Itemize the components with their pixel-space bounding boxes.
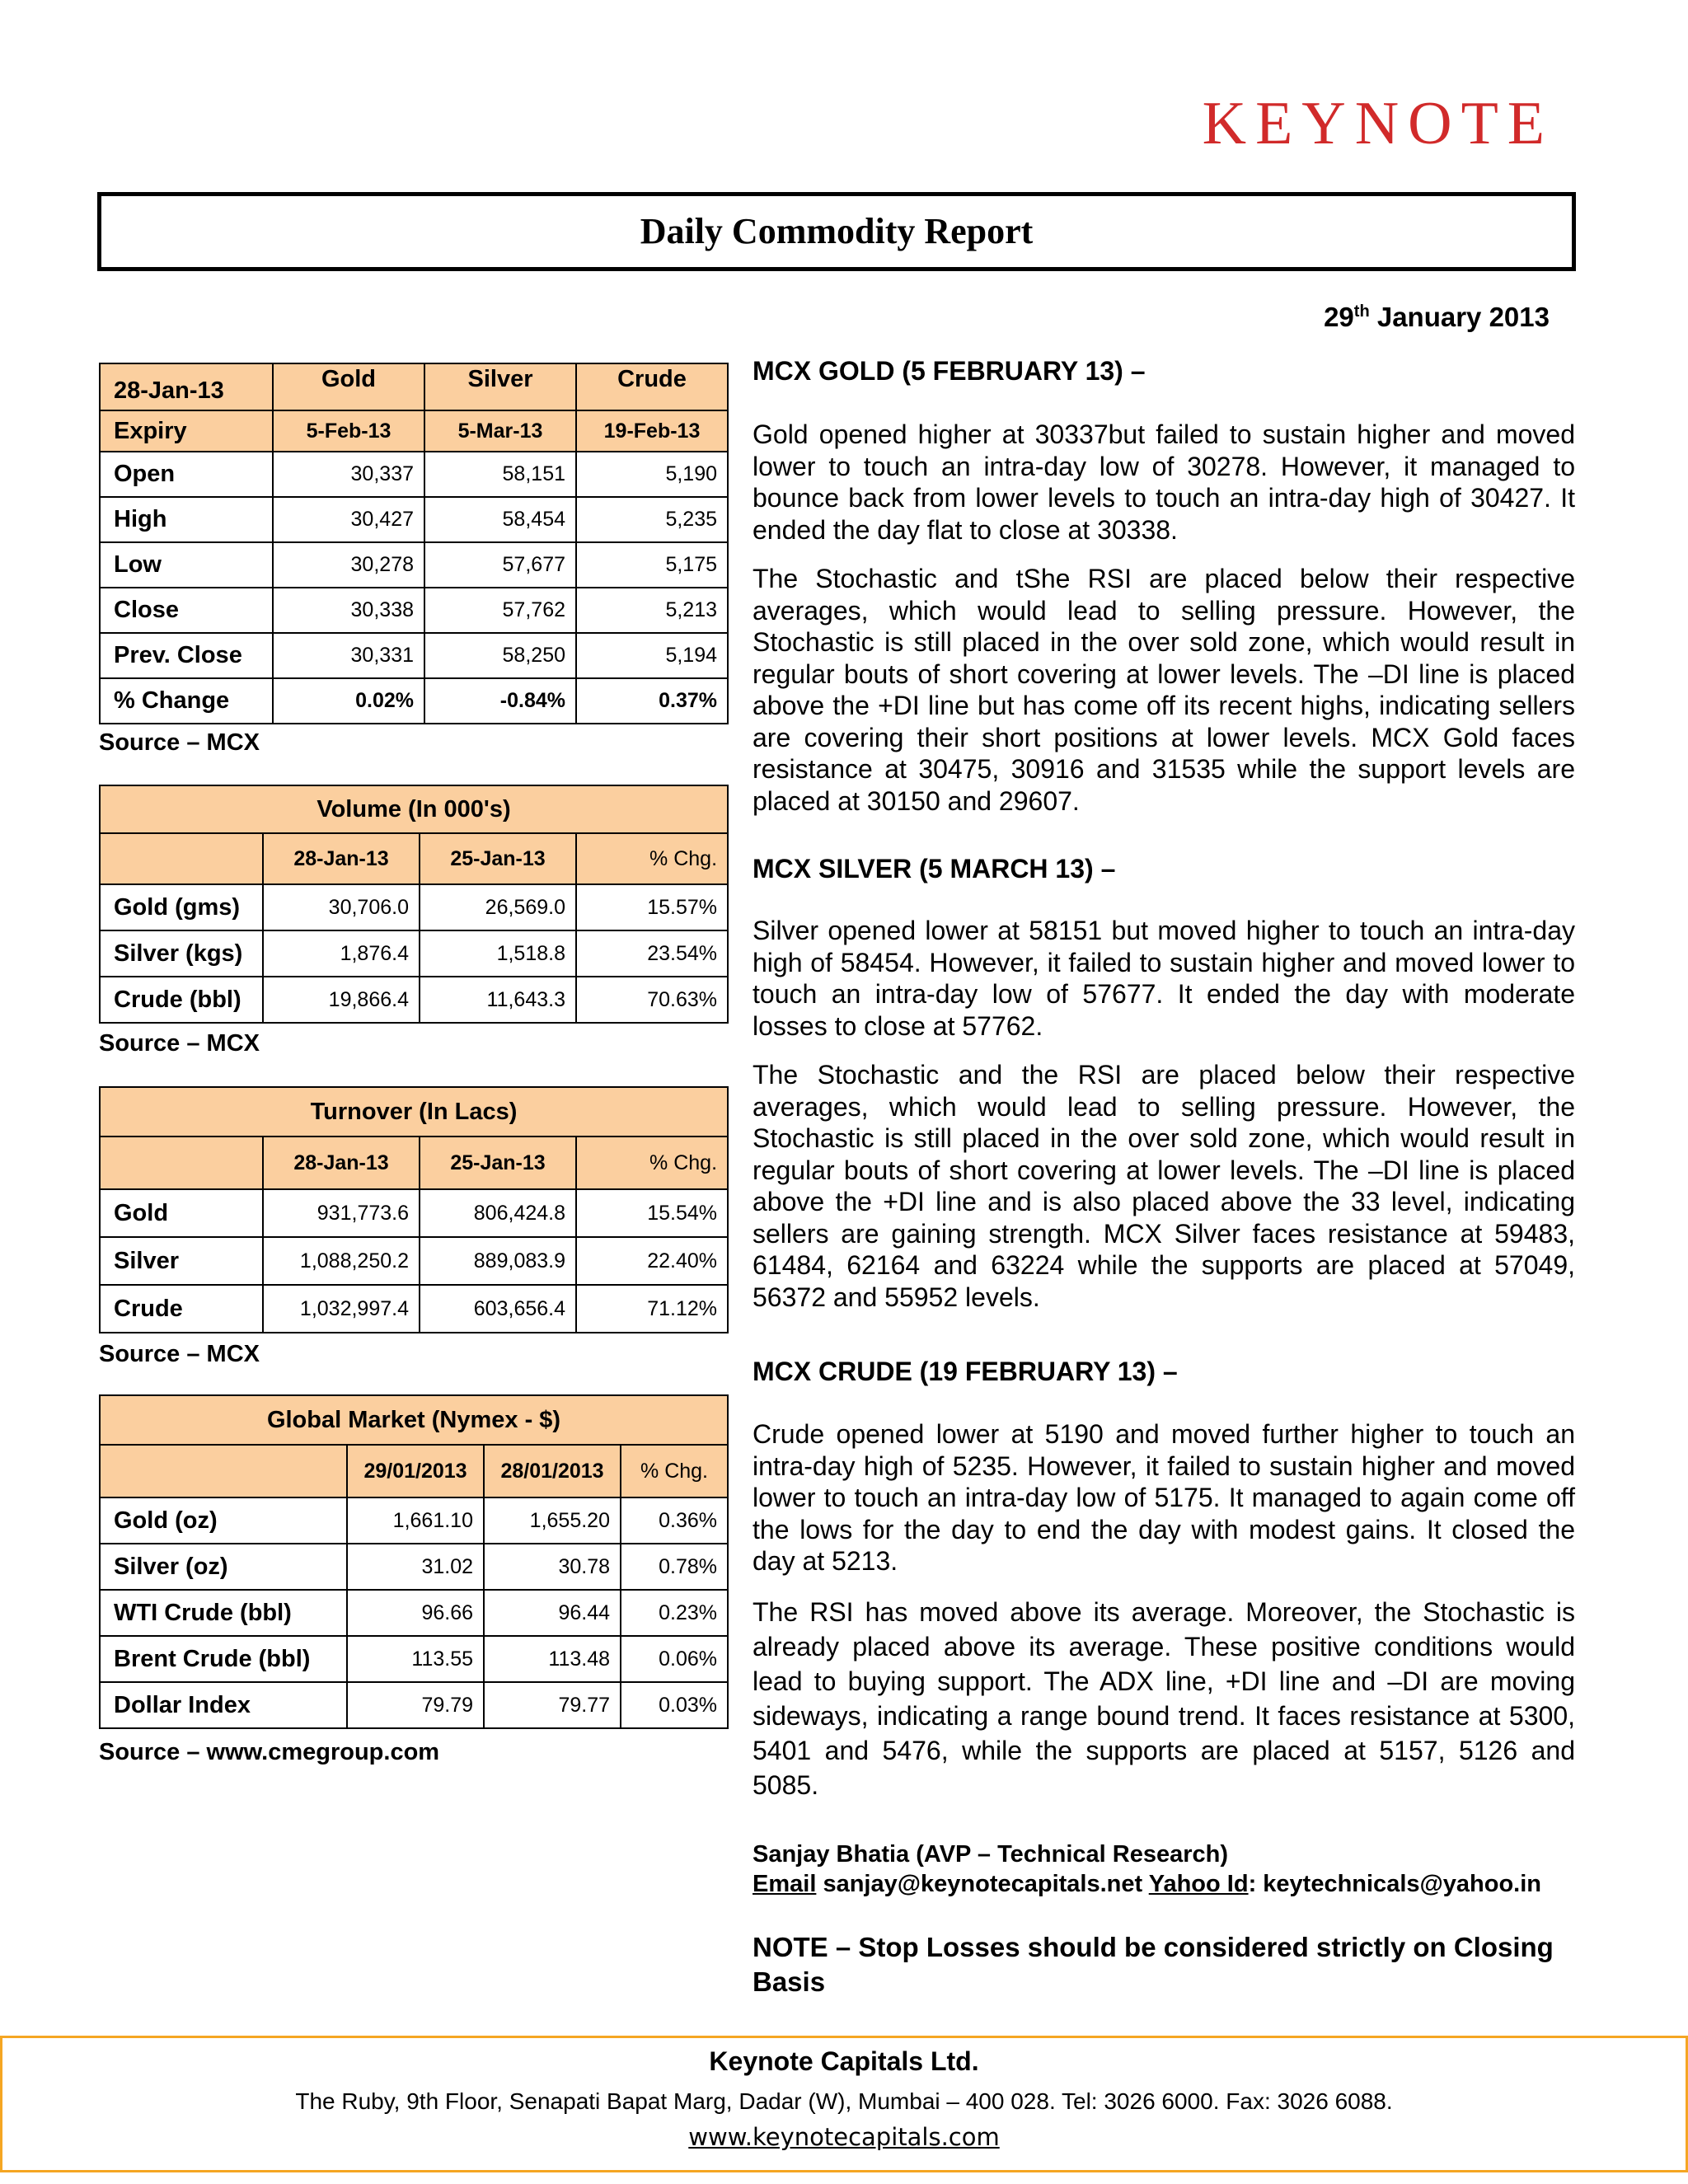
col-change: % Chg.: [576, 833, 728, 884]
cell: 0.36%: [621, 1497, 728, 1544]
table-row: [100, 497, 728, 542]
cell: 22.40%: [576, 1237, 728, 1285]
cell: 30,278: [273, 542, 424, 588]
gold-paragraph-1: Gold opened higher at 30337but failed to sustain higher and moved lower to touch an intra-day low of 30278. However, it managed to bounce back from lower levels to touch an intra-day high of 30427. It ended the day flat to close at 30338.: [753, 419, 1575, 545]
stop-loss-note: NOTE – Stop Losses should be considered strictly on Closing Basis: [753, 1932, 1554, 1997]
cell: 15.54%: [576, 1189, 728, 1237]
cell: 79.79: [347, 1682, 484, 1728]
report-title: Daily Commodity Report: [97, 192, 1576, 271]
row-label: Prev. Close: [100, 633, 273, 678]
cell: 1,655.20: [484, 1497, 621, 1544]
row-label: High: [100, 497, 273, 542]
cell: 23.54%: [576, 930, 728, 977]
cell: 5,213: [576, 588, 728, 633]
cell: 30,706.0: [263, 884, 420, 930]
gold-heading: MCX GOLD (5 FEBRUARY 13) –: [753, 356, 1146, 386]
author-name: Sanjay Bhatia (AVP – Technical Research): [753, 1841, 1229, 1868]
volume-title: Volume (In 000's): [100, 785, 728, 833]
table-row: [100, 930, 728, 977]
cell: 58,151: [424, 452, 576, 497]
footer-address: The Ruby, 9th Floor, Senapati Bapat Marg, Dadar (W), Mumbai – 400 028. Tel: 3026 6000. Fax: 3026 6088.: [295, 2088, 1393, 2114]
table-row: [100, 633, 728, 678]
cell: 30,331: [273, 633, 424, 678]
cell: 96.66: [347, 1590, 484, 1636]
cell: 113.55: [347, 1636, 484, 1682]
table-row: [100, 977, 728, 1023]
cell: 113.48: [484, 1636, 621, 1682]
col-change: % Chg.: [621, 1445, 728, 1497]
cell: 58,454: [424, 497, 576, 542]
cell: 5,235: [576, 497, 728, 542]
row-label: Gold (gms): [100, 884, 263, 930]
turnover-source: Source – MCX: [99, 1341, 260, 1367]
cell: 30,427: [273, 497, 424, 542]
price-table: [99, 363, 729, 724]
cell: 1,876.4: [263, 930, 420, 977]
cell: 19-Feb-13: [576, 410, 728, 452]
table-row: [100, 452, 728, 497]
cell: 0.06%: [621, 1636, 728, 1682]
email-label: Email: [753, 1871, 817, 1897]
yahoo-id[interactable]: : keytechnicals@yahoo.in: [1248, 1871, 1542, 1897]
col-date-2: 28/01/2013: [484, 1445, 621, 1497]
blank-header: [100, 1445, 347, 1497]
cell: 5,194: [576, 633, 728, 678]
report-date: 29th January 2013: [1324, 302, 1550, 332]
keynote-logo: KEYNOTE: [1202, 90, 1554, 157]
row-label: Low: [100, 542, 273, 588]
col-silver: Silver: [424, 363, 576, 410]
table-row: [100, 678, 728, 724]
row-label: Silver (oz): [100, 1544, 347, 1590]
row-label: Silver (kgs): [100, 930, 263, 977]
row-label: Dollar Index: [100, 1682, 347, 1728]
price-date-label: 28-Jan-13: [100, 363, 273, 410]
table-row: [100, 410, 728, 452]
gold-paragraph-2: The Stochastic and tShe RSI are placed below their respective averages, which would lead to selling pressure. However, the Stochastic is still placed in the over sold zone, which would result in regular bouts of short covering at lower levels. The –DI line is placed above the +DI line but has come off its recent highs, indicating sellers are covering their short positions at lower levels. MCX Gold faces resistance at 30475, 30916 and 31535 while the support levels are placed at 30150 and 29607.: [753, 564, 1575, 816]
cell: 5-Mar-13: [424, 410, 576, 452]
cell: 57,677: [424, 542, 576, 588]
global-title: Global Market (Nymex - $): [100, 1395, 728, 1445]
cell: 5,190: [576, 452, 728, 497]
blank-header: [100, 1137, 263, 1189]
footer-website-link[interactable]: www.keynotecapitals.com: [688, 2123, 1000, 2151]
global-market-table: [99, 1394, 729, 1729]
cell: 30,337: [273, 452, 424, 497]
row-label: Crude (bbl): [100, 977, 263, 1023]
cell: 931,773.6: [263, 1189, 420, 1237]
table-row: [100, 1590, 728, 1636]
col-gold: Gold: [273, 363, 424, 410]
row-label: WTI Crude (bbl): [100, 1590, 347, 1636]
silver-paragraph-1: Silver opened lower at 58151 but moved higher to touch an intra-day high of 58454. However, it failed to sustain higher and moved lower to touch an intra-day low of 57677. It ended the day with moderate losses to close at 57762.: [753, 916, 1575, 1041]
col-date-2: 25-Jan-13: [420, 833, 576, 884]
cell: 603,656.4: [420, 1285, 576, 1333]
row-label: Open: [100, 452, 273, 497]
table-row: [100, 1636, 728, 1682]
cell: 1,518.8: [420, 930, 576, 977]
volume-table: [99, 785, 729, 1024]
cell: 15.57%: [576, 884, 728, 930]
cell: 71.12%: [576, 1285, 728, 1333]
footer-company: Keynote Capitals Ltd.: [709, 2046, 979, 2076]
row-label: Expiry: [100, 410, 273, 452]
footer: [0, 2036, 1688, 2172]
turnover-table: [99, 1086, 729, 1333]
price-source: Source – MCX: [99, 729, 260, 756]
row-label: % Change: [100, 678, 273, 724]
cell: 57,762: [424, 588, 576, 633]
cell: 0.37%: [576, 678, 728, 724]
cell: 1,088,250.2: [263, 1237, 420, 1285]
row-label: Gold: [100, 1189, 263, 1237]
cell: 26,569.0: [420, 884, 576, 930]
cell: 79.77: [484, 1682, 621, 1728]
cell: 0.02%: [273, 678, 424, 724]
col-date-2: 25-Jan-13: [420, 1137, 576, 1189]
author-block: [753, 1840, 1577, 1899]
table-row: [100, 884, 728, 930]
turnover-title: Turnover (In Lacs): [100, 1087, 728, 1137]
row-label: Crude: [100, 1285, 263, 1333]
crude-analysis: [753, 1418, 1575, 1820]
crude-heading: MCX CRUDE (19 FEBRUARY 13) –: [753, 1357, 1178, 1386]
row-label: Gold (oz): [100, 1497, 347, 1544]
table-row: [100, 1682, 728, 1728]
cell: 1,661.10: [347, 1497, 484, 1544]
author-contact: [753, 1869, 1577, 1899]
silver-paragraph-2: The Stochastic and the RSI are placed below their respective averages, which would lead to selling pressure. However, the Stochastic is still placed in the over sold zone, which would result in regular bouts of short covering at lower levels. The –DI line is placed above the +DI line and is also placed above the 33 level, indicating sellers are gaining strength. MCX Silver faces resistance at 59483, 61484, 62164 and 63224 while the supports are placed at 57049, 56372 and 55952 levels.: [753, 1060, 1575, 1312]
cell: 96.44: [484, 1590, 621, 1636]
cell: 31.02: [347, 1544, 484, 1590]
cell: 11,643.3: [420, 977, 576, 1023]
cell: 0.03%: [621, 1682, 728, 1728]
cell: 806,424.8: [420, 1189, 576, 1237]
col-date-1: 28-Jan-13: [263, 1137, 420, 1189]
cell: 30,338: [273, 588, 424, 633]
cell: 19,866.4: [263, 977, 420, 1023]
cell: 0.23%: [621, 1590, 728, 1636]
global-source: Source – www.cmegroup.com: [99, 1739, 440, 1765]
email-link[interactable]: sanjay@keynotecapitals.net: [823, 1871, 1143, 1897]
cell: 5-Feb-13: [273, 410, 424, 452]
cell: 58,250: [424, 633, 576, 678]
row-label: Silver: [100, 1237, 263, 1285]
col-date-1: 28-Jan-13: [263, 833, 420, 884]
volume-source: Source – MCX: [99, 1030, 260, 1057]
col-change: % Chg.: [576, 1137, 728, 1189]
col-date-1: 29/01/2013: [347, 1445, 484, 1497]
table-row: [100, 1237, 728, 1285]
table-row: [100, 542, 728, 588]
cell: 70.63%: [576, 977, 728, 1023]
table-row: [100, 1497, 728, 1544]
cell: 0.78%: [621, 1544, 728, 1590]
table-row: [100, 1544, 728, 1590]
cell: 5,175: [576, 542, 728, 588]
yahoo-label: Yahoo Id: [1148, 1871, 1249, 1897]
silver-analysis: [753, 915, 1575, 1330]
silver-heading: MCX SILVER (5 MARCH 13) –: [753, 854, 1116, 883]
cell: 30.78: [484, 1544, 621, 1590]
crude-paragraph-2: The RSI has moved above its average. Moreover, the Stochastic is already placed above its average. These positive conditions would lead to buying support. The ADX line, +DI line and –DI are moving sideways, indicating a range bound trend. It faces resistance at 5300, 5401 and 5476, while the supports are placed at 5157, 5126 and 5085.: [753, 1596, 1575, 1800]
blank-header: [100, 833, 263, 884]
table-row: [100, 1189, 728, 1237]
table-row: [100, 588, 728, 633]
crude-paragraph-1: Crude opened lower at 5190 and moved further higher to touch an intra-day high of 5235. However, it failed to sustain higher and moved lower to touch an intra-day low of 5175. It managed to again come off the lows for the day to end the day with modest gains. It closed the day at 5213.: [753, 1419, 1575, 1576]
row-label: Close: [100, 588, 273, 633]
gold-analysis: [753, 419, 1575, 834]
cell: 1,032,997.4: [263, 1285, 420, 1333]
row-label: Brent Crude (bbl): [100, 1636, 347, 1682]
col-crude: Crude: [576, 363, 728, 410]
cell: 889,083.9: [420, 1237, 576, 1285]
cell: -0.84%: [424, 678, 576, 724]
table-row: [100, 1285, 728, 1333]
